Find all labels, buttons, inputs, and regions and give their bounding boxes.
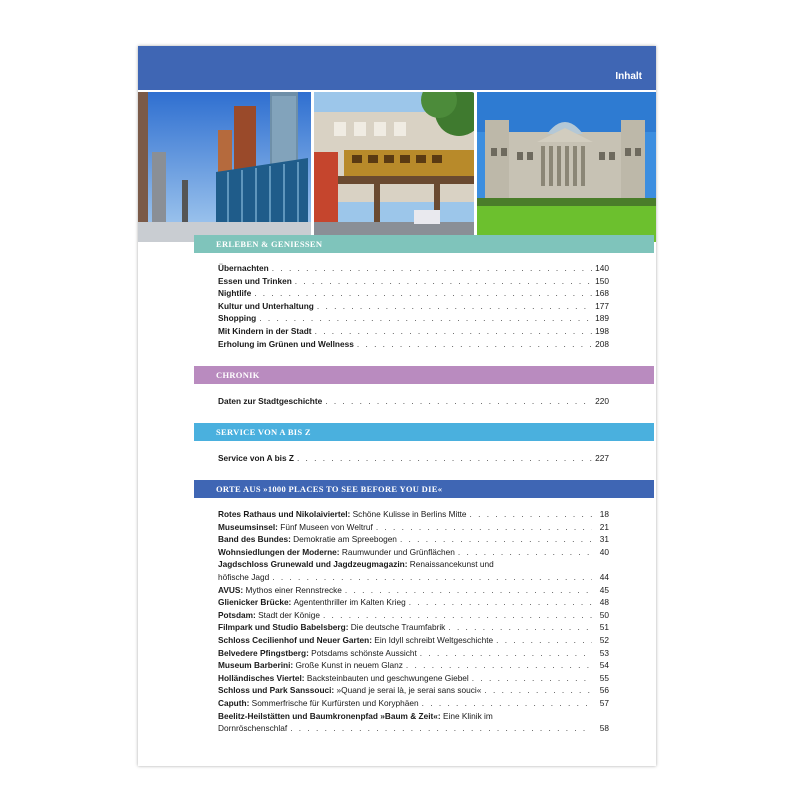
section-header-erleben: ERLEBEN & GENIESSEN [194,235,654,253]
toc-entry[interactable]: Übernachten . . . 140 [218,262,609,275]
section-header-chronik: CHRONIK [194,366,654,384]
toc-entry[interactable]: Beelitz-Heilstätten und Baumkronenpfad »Baum & Zeit«: Eine Klinik im [218,710,493,721]
section-header-service: SERVICE VON A BIS Z [194,423,654,441]
toc-entry[interactable]: Shopping . . . 189 [218,312,609,325]
toc-entry[interactable]: Wohnsiedlungen der Moderne: Raumwunder und Grünflächen . . . 40 [218,546,609,559]
photo-potsdamer-platz [138,92,311,242]
toc-entry[interactable]: Museum Barberini: Große Kunst in neuem Glanz . . . 54 [218,659,609,672]
toc-entry[interactable]: Belvedere Pfingstberg: Potsdams schönste Aussicht . . . 53 [218,647,609,660]
photo-strip [138,92,656,242]
toc-entry[interactable]: Potsdam: Stadt der Könige . . . 50 [218,609,609,622]
toc-entry[interactable]: Kultur und Unterhaltung . . . 177 [218,300,609,313]
toc-entry[interactable]: Jagdschloss Grunewald und Jagdzeugmagazin: Renaissancekunst und [218,559,494,570]
toc-entry[interactable]: Service von A bis Z . . . 227 [218,452,609,465]
toc-entry-continuation[interactable]: höfische Jagd . . . 44 [218,571,609,584]
toc-entry-continuation[interactable]: Dornröschenschlaf . . . 58 [218,722,609,735]
toc-entry[interactable]: Glienicker Brücke: Agententhriller im Kalten Krieg . . . 48 [218,596,609,609]
toc-service [218,452,609,465]
toc-entry[interactable]: Museumsinsel: Fünf Museen von Weltruf . . . 21 [218,521,609,534]
toc-entry[interactable]: Nightlife . . . 168 [218,287,609,300]
header-bar [138,46,656,90]
section-header-orte: ORTE AUS »1000 PLACES TO SEE BEFORE YOU DIE« [194,480,654,498]
toc-entry[interactable]: Filmpark und Studio Babelsberg: Die deutsche Traumfabrik . . . 51 [218,621,609,634]
toc-entry[interactable]: Mit Kindern in der Stadt . . . 198 [218,325,609,338]
toc-entry[interactable]: Daten zur Stadtgeschichte . . . 220 [218,395,609,408]
toc-entry[interactable]: Schloss und Park Sanssouci: »Quand je serai là, je serai sans souci« . . . 56 [218,684,609,697]
toc-entry[interactable]: Essen und Trinken . . . 150 [218,275,609,288]
toc-entry[interactable]: Rotes Rathaus und Nikolaiviertel: Schöne Kulisse in Berlins Mitte . . . 18 [218,508,609,521]
toc-entry[interactable]: AVUS: Mythos einer Rennstrecke . . . 45 [218,584,609,597]
toc-entry[interactable]: Schloss Cecilienhof und Neuer Garten: Ein Idyll schreibt Weltgeschichte . . . 52 [218,634,609,647]
photo-reichstag [477,92,656,242]
toc-entry[interactable]: Erholung im Grünen und Wellness . . . 208 [218,338,609,351]
toc-entry[interactable]: Holländisches Viertel: Backsteinbauten und geschwungene Giebel . . . 55 [218,672,609,685]
toc-orte [218,508,609,735]
photo-sbahn-bridge [314,92,474,242]
header-label: Inhalt [615,71,642,82]
toc-erleben [218,262,609,350]
book-page [138,46,656,766]
toc-chronik [218,395,609,408]
toc-entry[interactable]: Band des Bundes: Demokratie am Spreebogen . . . 31 [218,533,609,546]
toc-entry[interactable]: Caputh: Sommerfrische für Kurfürsten und Koryphäen . . . 57 [218,697,609,710]
